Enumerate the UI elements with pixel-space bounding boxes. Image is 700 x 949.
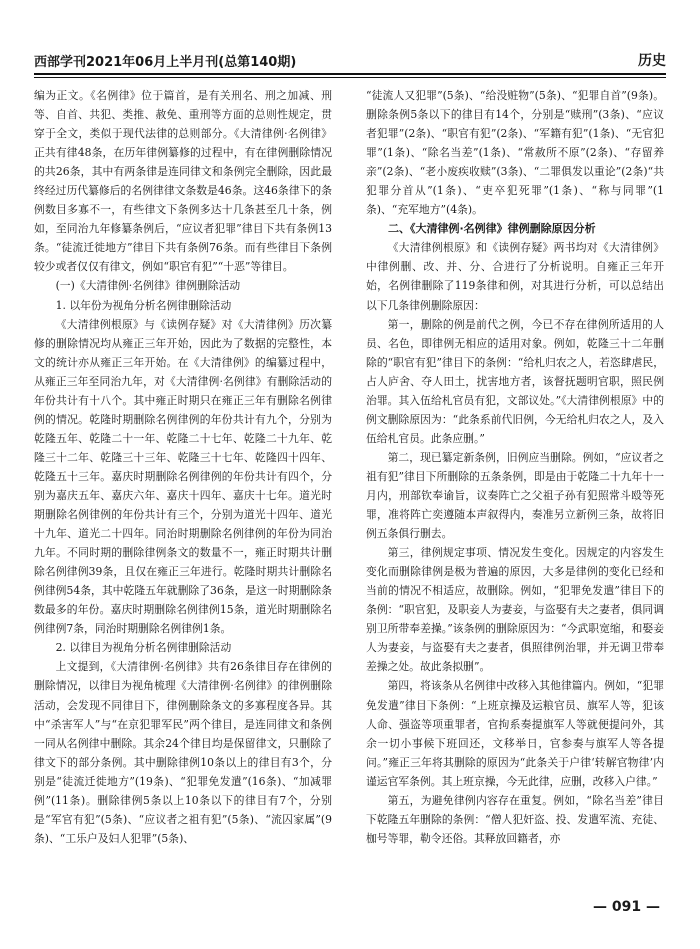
running-header bbox=[34, 46, 666, 70]
paragraph: “徒流人又犯罪”(5条)、“给没赃物”(5条)、“犯罪自首”(9条)。删除条例5条以下的律目有14个，分别是“赎刑”(3条)、“应议者犯罪”(2条)、“职官有犯”(2条)、“军籍有犯”(1条)、“无官犯罪”(1条)、“除名当差”(1条)、“常赦所不原”(2条)、“存留养亲”(2条)、“老小废疾收赎”(3条)、“二罪俱发以重论”(2条)“共犯罪分首从”(1条)、“吏卒犯死罪”(1条)、“称与同罪”(1条)、“充军地方”(4条)。 bbox=[366, 89, 664, 217]
paragraph: 第二，现已纂定新条例，旧例应当删除。例如，“应议者之祖有犯”律目下所删除的五条条例，即是由于乾隆二十九年十一月内，刑部钦奉谕旨，议奏阵亡之父祖子孙有犯照常斗殴等死罪，准将阵亡奕遵随本声叙得内，奏准另立新例三条，故将旧例五条俱行删去。 bbox=[366, 450, 664, 541]
paragraph: 《大清律例根原》与《读例存疑》对《大清律例》历次纂修的删除情况均从雍正三年开始，因此为了数据的完整性，本文的统计亦从雍正三年开始。在《大清律例》的编纂过程中，从雍正三年至同治九年，对《大清律例·名例律》有删除活动的年份共计有十八个。其中雍正时期只在雍正三年有删除名例律例的情况。乾隆时期删除名例律例的年份共计有九个，分别为乾隆五年、乾隆二十一年、乾隆二十七年、乾隆二十九年、乾隆三十二年、乾隆三十三年、乾隆三十七年、乾隆四十四年、乾隆五十三年。嘉庆时期删除名例律例的年份共计有四个，分别为嘉庆五年、嘉庆六年、嘉庆十四年、嘉庆十七年。道光时期删除名例律例的年份共计有三个，分别为道光十四年、道光十九年、道光二十四年。同治时期删除名例律例的年份为同治九年。不同时期的删除律例条文的数量不一，雍正时期共计删除名例律例39条，且仅在雍正三年进行。乾隆时期共计删除名例律例54条，其中乾隆五年就删除了36条，是这一时期删除条数最多的年份。嘉庆时期删除名例律例15条，道光时期删除名例律例7条，同治时期删除名例律例1条。 bbox=[34, 317, 332, 636]
journal-title: 西部学刊2021年06月上半月刊(总第140期) bbox=[34, 55, 297, 70]
subsection-heading: (一)《大清律例·名例律》律例删除活动 bbox=[55, 279, 241, 293]
section-label: 历史 bbox=[638, 53, 666, 69]
section-heading: 二、《大清律例·名例律》律例删除原因分析 bbox=[388, 222, 596, 236]
paragraph: 上文提到，《大清律例·名例律》共有26条律目存在律例的删除情况，以律目为视角梳理《大清律例·名例律》的律例删除活动，会发现不同律目下，律例删除条文的多寡程度各异。其中“杀害军人”与“在京犯罪军民”两个律目，是连同律文和条例一同从名例律中删除。其余24个律目均是保留律文，只删除了律文下的部分条例。其中删除律例10条以上的律目有3个，分别是“徒流迁徙地方”(19条)、“犯罪免发遣”(16条)、“加减罪例”(11条)。删除律例5条以上10条以下的律目有7个，分别是“军官有犯”(5条)、“应议者之祖有犯”(5条)、“流囚家属”(9条)、“工乐户及妇人犯罪”(5条)、 bbox=[34, 660, 332, 845]
paragraph: 第五，为避免律例内容存在重复。例如，“除名当差”律目下乾隆五年删除的条例：“僧人犯奸盗、投、发遣军流、充徒、枷号等罪，勒令还俗。其释放回籍者，亦 bbox=[366, 793, 664, 845]
right-column bbox=[366, 86, 664, 848]
paragraph: 第四，将该条从名例律中改移入其他律篇内。例如，“犯罪免发遣”律目下条例：“上班京操及运粮官员、旗军人等，犯该人命、强盗等项重罪者，官拘系奏提旗军人等就便提问外，其余一切小事候下班回还，文移举日，官参奏与旗军人等各提问。”雍正三年将其删除的原因为“此条关于户律‘转解官物律’内谨运官军条例。其上班京操，今无此律，应删，改移入户律。” bbox=[366, 679, 664, 788]
header-rule bbox=[34, 73, 666, 75]
paragraph: 《大清律例根原》和《读例存疑》两书均对《大清律例》中律例删、改、并、分、合进行了分析说明。自雍正三年开始，名例律删除了119条律和例，对其进行分析，可以总结出以下几条律例删除原因： bbox=[366, 241, 664, 312]
paragraph: 第一，删除的例是前代之例，今已不存在律例所适用的人员、名色，即律例无相应的适用对象。例如，乾隆三十二年删除的“职官有犯”律目下的条例：“给札归农之人，若恣肆虐民，占人庐舍、夺人田土，扰害地方者，该督抚题明官职，照民例治罪。其入伍给札官员有犯，文部议处。”《大清律例根原》中的例文删除原因为：“此条系前代旧例，今无给札归农之人，及入伍给札官员。此条应删。” bbox=[366, 317, 664, 445]
header-rule-thin bbox=[34, 77, 666, 78]
subsection-heading: 2. 以律目为视角分析名例律删除活动 bbox=[55, 641, 232, 655]
left-column bbox=[34, 86, 332, 848]
paragraph: 编为正文。《名例律》位于篇首，是有关刑名、刑之加减、刑等、自首、共犯、类推、赦免、重刑等方面的总则性规定，贯穿于全文，类似于现代法律的总则部分。《大清律例·名例律》正共有律48条，在历年律例纂修的过程中，有在律例删除情况的共26条，其中有两条律是连同律文和条例完全删除，因此最终经过历代纂修后的名例律律文条数是46条。这46条律下的条例数目多寡不一，有些律文下条例多达十几条甚至几十条，例如，至同治九年修纂条例后，“应议者犯罪”律目下共有条例13条。“徒流迁徙地方”律目下共有条例76条。而有些律目下条例较少或者仅仅有律文，例如“职官有犯”“十恶”等律目。 bbox=[34, 89, 332, 274]
page-number: — 091 — bbox=[593, 899, 660, 915]
subsection-heading: 1. 以年份为视角分析名例律删除活动 bbox=[55, 298, 232, 312]
paragraph: 第三，律例规定事项、情况发生变化。因规定的内容发生变化而删除律例是极为普遍的原因，大多是律例的变化已经和当前的情况不相适应，故删除。例如，“犯罪免发遣”律目下的条例：“职官犯，及职妾人为妻妾，与盗娶有夫之妻者，俱同调别卫所带奉差操。”该条例的删除原因为：“今武职宽缩，和娶妾人为妻妾，与盗娶有夫之妻者，俱照律例治罪，并无调卫带奉差操之处。故此条拟删”。 bbox=[366, 546, 664, 674]
